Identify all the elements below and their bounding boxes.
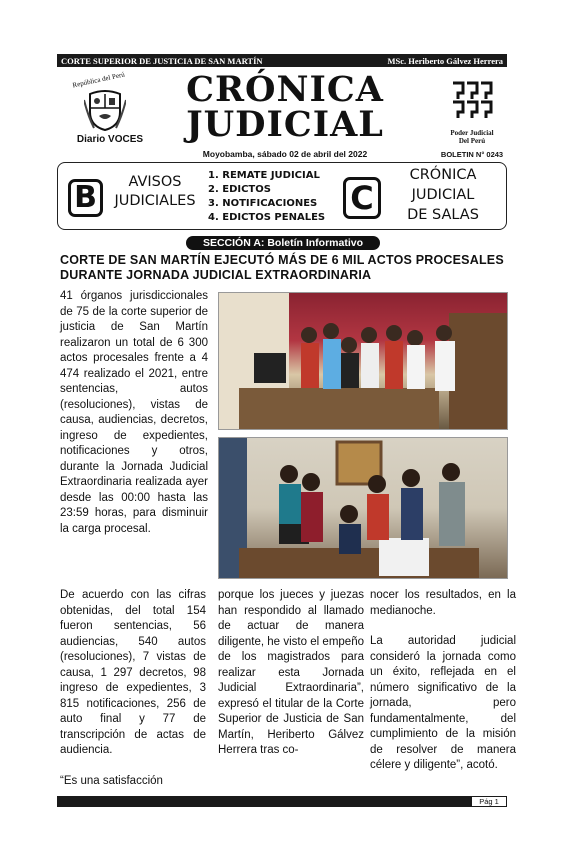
poder-judicial-logo-icon bbox=[450, 80, 494, 120]
column-3 bbox=[370, 588, 516, 789]
avisos-list bbox=[208, 169, 348, 225]
author-name: MSc. Heriberto Gálvez Herrera bbox=[387, 55, 503, 66]
diario-voces-label: Diario VOCES bbox=[76, 134, 144, 145]
article-paragraph: 41 órganos jurisdiccionales de 75 de la corte superior de justicia de San Martín realizaron un total de 6 300 actos procesales frente a 4 474 realizado el 2021, entre sentencias, autos (resoluciones), vistas de causa, audiencias, decretos, ingreso de expedientes, notificaciones y otros, durante la Jornada Judicial Extraordinaria realizada ayer desde las 00:00 hasta las 23:59 horas, para disminuir la carga procesal. bbox=[60, 290, 208, 535]
masthead-line-2: JUDICIAL bbox=[186, 104, 384, 145]
article-paragraph: porque los jueces y juezas han respondido al llamado de actuar de manera diligente, he visto el empeño de los magistrados para realizar esta Jornada Judicial Extraordinaria”, expresó el titular de la Corte Superior de Justicia de San Martín, Heriberto Gálvez Herrera tras co- bbox=[218, 589, 364, 756]
sections-box bbox=[57, 162, 507, 230]
pj-line-2: Del Perú bbox=[458, 137, 486, 145]
masthead-line-1: CRÓNICA bbox=[186, 69, 384, 110]
dateline: Moyobamba, sábado 02 de abril del 2022 bbox=[202, 149, 368, 159]
article-paragraph: La autoridad judicial consideró la jornada como un éxito, reflejada en el número significativo de la jornada, pero fundamentalmente, del cumplimiento de la misión de resolver de manera célere y diligente”, acotó. bbox=[370, 635, 516, 771]
list-item: 3. NOTIFICACIONES bbox=[208, 198, 318, 209]
court-name: CORTE SUPERIOR DE JUSTICIA DE SAN MARTÍN bbox=[61, 55, 263, 66]
photo-staff-office-image bbox=[219, 293, 508, 430]
avisos-line-2: JUDICIALES bbox=[114, 193, 196, 209]
cronica-line-3: DE SALAS bbox=[407, 207, 479, 223]
cronica-line-2: JUDICIAL bbox=[411, 187, 475, 203]
section-b-letter: B bbox=[68, 179, 103, 217]
coat-of-arms-icon bbox=[84, 88, 126, 132]
avisos-line-1: AVISOS bbox=[128, 174, 182, 190]
page-number: Pág 1 bbox=[472, 797, 506, 806]
photo-staff-desk-image bbox=[219, 438, 508, 579]
footer-bar bbox=[57, 796, 507, 807]
column-2 bbox=[218, 588, 364, 774]
avisos-judiciales-label bbox=[100, 173, 210, 211]
photo-staff-desk bbox=[218, 437, 508, 579]
list-item: 1. REMATE JUDICIAL bbox=[208, 170, 320, 181]
cronica-de-salas-label bbox=[388, 165, 498, 225]
masthead-title bbox=[180, 69, 390, 145]
article-paragraph: “Es una satisfacción bbox=[60, 774, 163, 787]
national-emblem-block bbox=[60, 72, 170, 152]
section-c-letter: C bbox=[343, 177, 381, 219]
poder-judicial-name bbox=[432, 129, 512, 145]
column-1 bbox=[60, 588, 206, 804]
list-item: 4. EDICTOS PENALES bbox=[208, 212, 326, 223]
list-item: 2. EDICTOS bbox=[208, 184, 271, 195]
article-headline: CORTE DE SAN MARTÍN EJECUTÓ MÁS DE 6 MIL ACTOS PROCESALES DURANTE JORNADA JUDICIAL EXTRAORDINARIA bbox=[60, 253, 504, 282]
top-bar bbox=[57, 54, 507, 67]
article-paragraph: De acuerdo con las cifras obtenidas, del total 154 fueron sentencias, 56 audiencias, 540 autos (resoluciones), 7 vistas de causa, 1 297 decretos, 98 ingreso de expedientes, 3 815 notificaciones, 256 de auto final y 77 de transcripción de actas de audiencia. bbox=[60, 589, 206, 756]
photo-staff-office bbox=[218, 292, 508, 430]
boletin-number: BOLETIN N° 0243 bbox=[440, 150, 504, 159]
pj-line-1: Poder Judicial bbox=[450, 129, 494, 137]
section-badge: SECCIÓN A: Boletín Informativo bbox=[186, 236, 380, 250]
article-paragraph: nocer los resultados, en la medianoche. bbox=[370, 589, 516, 617]
cronica-line-1: CRÓNICA bbox=[409, 167, 477, 183]
poder-judicial-block bbox=[432, 80, 512, 145]
republica-label: República del Perú bbox=[71, 70, 126, 90]
